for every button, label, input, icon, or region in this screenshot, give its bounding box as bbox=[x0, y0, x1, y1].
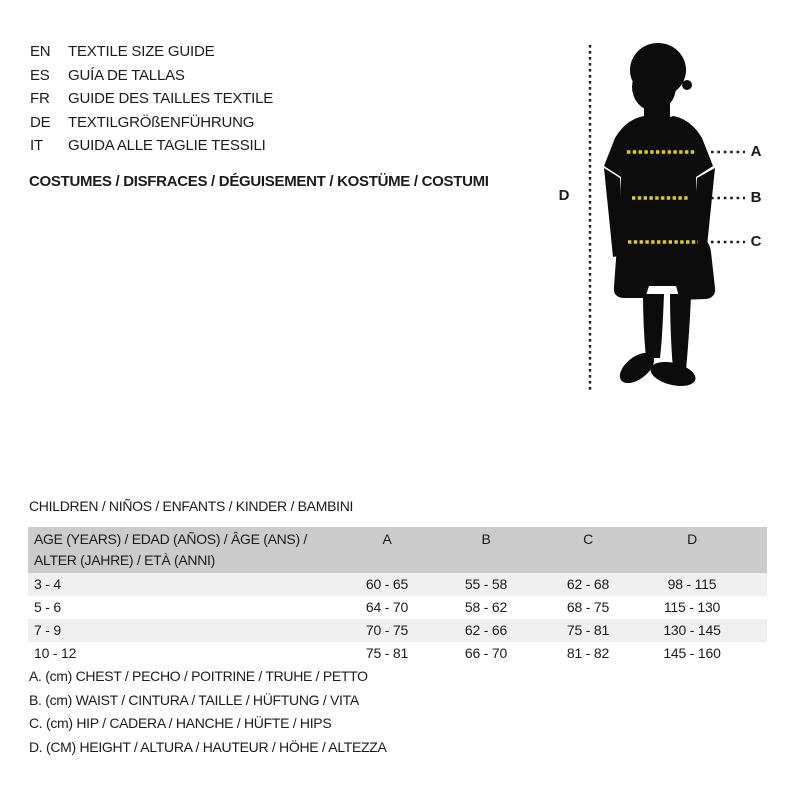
header-spacer bbox=[744, 527, 767, 573]
legend-line-hip: C. (cm) HIP / CADERA / HANCHE / HÜFTE / HIPS bbox=[29, 715, 332, 731]
cell-d: 145 - 160 bbox=[663, 645, 721, 661]
language-row bbox=[30, 64, 273, 88]
age-cell: 5 - 6 bbox=[34, 599, 62, 615]
cell-a: 75 - 81 bbox=[365, 645, 409, 661]
col-header-b: B bbox=[481, 531, 491, 547]
cell-a: 70 - 75 bbox=[365, 622, 409, 638]
language-row bbox=[30, 87, 273, 111]
size-table bbox=[28, 527, 767, 665]
legend-line-waist: B. (cm) WAIST / CINTURA / TAILLE / HÜFTUNG / VITA bbox=[29, 691, 359, 708]
language-code: EN bbox=[30, 43, 51, 60]
label-b: B bbox=[750, 189, 762, 206]
age-cell: 10 - 12 bbox=[34, 645, 77, 661]
cell-a: 64 - 70 bbox=[365, 599, 409, 615]
language-row bbox=[30, 134, 273, 158]
cell-d: 115 - 130 bbox=[663, 599, 721, 615]
legend-line-height: D. (CM) HEIGHT / ALTURA / HAUTEUR / HÖHE / ALTEZZA bbox=[29, 738, 387, 755]
language-list bbox=[30, 40, 273, 158]
table-header bbox=[28, 527, 767, 573]
cell-b: 58 - 62 bbox=[464, 599, 508, 615]
cell-a: 60 - 65 bbox=[365, 576, 409, 592]
label-d: D bbox=[558, 187, 570, 204]
figure-region bbox=[540, 30, 800, 400]
age-header-cell bbox=[28, 527, 338, 573]
cell-c: 81 - 82 bbox=[566, 645, 610, 661]
age-header-line2: ALTER (JAHRE) / ETÀ (ANNI) bbox=[34, 552, 215, 568]
age-cell: 3 - 4 bbox=[34, 576, 62, 592]
cell-b: 66 - 70 bbox=[464, 645, 508, 661]
table-row bbox=[28, 596, 767, 619]
category-heading: COSTUMES / DISFRACES / DÉGUISEMENT / KOSTÜME / COSTUMI bbox=[29, 173, 489, 190]
language-code: ES bbox=[30, 66, 50, 84]
table-row bbox=[28, 573, 767, 596]
cell-b: 62 - 66 bbox=[464, 622, 508, 638]
language-code: DE bbox=[30, 113, 51, 131]
cell-c: 68 - 75 bbox=[566, 599, 610, 615]
cell-d: 98 - 115 bbox=[667, 576, 717, 592]
child-silhouette bbox=[604, 43, 715, 390]
col-header-a: A bbox=[382, 531, 392, 547]
language-title: GUÍA DE TALLAS bbox=[68, 66, 185, 84]
label-c: C bbox=[750, 233, 762, 250]
legend-line-chest: A. (cm) CHEST / PECHO / POITRINE / TRUHE / PETTO bbox=[29, 668, 368, 684]
cell-c: 62 - 68 bbox=[566, 576, 610, 592]
cell-d: 130 - 145 bbox=[663, 622, 721, 638]
legend bbox=[29, 665, 387, 759]
table-title: CHILDREN / NIÑOS / ENFANTS / KINDER / BAMBINI bbox=[29, 498, 354, 514]
table-row bbox=[28, 619, 767, 642]
language-title: GUIDA ALLE TAGLIE TESSILI bbox=[68, 137, 266, 154]
language-title: TEXTILE SIZE GUIDE bbox=[68, 43, 215, 60]
child-silhouette-svg bbox=[540, 30, 800, 400]
col-header-d: D bbox=[687, 531, 697, 547]
language-title: TEXTILGRÖßENFÜHRUNG bbox=[68, 113, 255, 131]
language-row bbox=[30, 111, 273, 135]
age-cell: 7 - 9 bbox=[34, 622, 62, 638]
language-row bbox=[30, 40, 273, 64]
cell-b: 55 - 58 bbox=[464, 576, 508, 592]
language-code: IT bbox=[30, 137, 43, 154]
language-title: GUIDE DES TAILLES TEXTILE bbox=[68, 90, 274, 107]
age-header-line1: AGE (YEARS) / EDAD (AÑOS) / ÂGE (ANS) / bbox=[34, 531, 308, 547]
table-row bbox=[28, 642, 767, 665]
language-code: FR bbox=[30, 90, 50, 107]
cell-c: 75 - 81 bbox=[566, 622, 610, 638]
col-header-c: C bbox=[583, 531, 593, 547]
label-a: A bbox=[750, 143, 762, 160]
